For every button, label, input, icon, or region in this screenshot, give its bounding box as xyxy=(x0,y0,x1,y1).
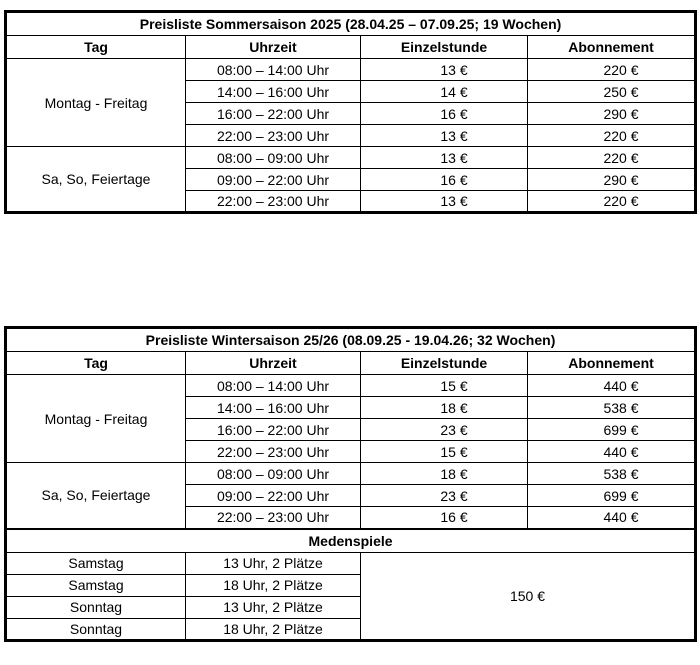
day-group-label: Sa, So, Feiertage xyxy=(6,147,186,213)
single-price-cell: 15 € xyxy=(361,375,528,397)
subscription-price-cell: 220 € xyxy=(528,125,696,147)
table-title: Preisliste Wintersaison 25/26 (08.09.25 - 19.04.26; 32 Wochen) xyxy=(6,328,696,352)
single-price-cell: 23 € xyxy=(361,419,528,441)
table-title: Preisliste Sommersaison 2025 (28.04.25 – 07.09.25; 19 Wochen) xyxy=(6,12,696,36)
subscription-price-cell: 699 € xyxy=(528,419,696,441)
time-cell: 09:00 – 22:00 Uhr xyxy=(186,485,361,507)
day-group-label: Sa, So, Feiertage xyxy=(6,463,186,529)
header-time: Uhrzeit xyxy=(186,36,361,59)
subscription-price-cell: 220 € xyxy=(528,147,696,169)
header-single: Einzelstunde xyxy=(361,352,528,375)
medenspiele-day: Sonntag xyxy=(6,618,186,640)
time-cell: 08:00 – 14:00 Uhr xyxy=(186,59,361,81)
table-row xyxy=(6,375,696,397)
subscription-price-cell: 538 € xyxy=(528,463,696,485)
single-price-cell: 18 € xyxy=(361,463,528,485)
medenspiele-title: Medenspiele xyxy=(6,529,696,553)
medenspiele-slot: 13 Uhr, 2 Plätze xyxy=(186,596,361,618)
table-row xyxy=(6,463,696,485)
time-cell: 09:00 – 22:00 Uhr xyxy=(186,169,361,191)
table-row xyxy=(6,552,696,574)
day-group-label: Montag - Freitag xyxy=(6,375,186,463)
time-cell: 14:00 – 16:00 Uhr xyxy=(186,81,361,103)
single-price-cell: 16 € xyxy=(361,169,528,191)
time-cell: 08:00 – 09:00 Uhr xyxy=(186,463,361,485)
subscription-price-cell: 538 € xyxy=(528,397,696,419)
time-cell: 16:00 – 22:00 Uhr xyxy=(186,103,361,125)
header-day: Tag xyxy=(6,36,186,59)
subscription-price-cell: 440 € xyxy=(528,375,696,397)
subscription-price-cell: 220 € xyxy=(528,191,696,213)
header-day: Tag xyxy=(6,352,186,375)
header-subscription: Abonnement xyxy=(528,352,696,375)
single-price-cell: 13 € xyxy=(361,147,528,169)
winter-price-table xyxy=(4,326,697,642)
medenspiele-slot: 18 Uhr, 2 Plätze xyxy=(186,574,361,596)
single-price-cell: 23 € xyxy=(361,485,528,507)
subscription-price-cell: 220 € xyxy=(528,59,696,81)
medenspiele-day: Samstag xyxy=(6,574,186,596)
subscription-price-cell: 250 € xyxy=(528,81,696,103)
day-group-label: Montag - Freitag xyxy=(6,59,186,147)
medenspiele-slot: 13 Uhr, 2 Plätze xyxy=(186,552,361,574)
subscription-price-cell: 290 € xyxy=(528,169,696,191)
time-cell: 22:00 – 23:00 Uhr xyxy=(186,441,361,463)
time-cell: 22:00 – 23:00 Uhr xyxy=(186,191,361,213)
medenspiele-day: Samstag xyxy=(6,552,186,574)
single-price-cell: 14 € xyxy=(361,81,528,103)
single-price-cell: 18 € xyxy=(361,397,528,419)
single-price-cell: 13 € xyxy=(361,59,528,81)
summer-price-table xyxy=(4,10,697,214)
time-cell: 08:00 – 14:00 Uhr xyxy=(186,375,361,397)
single-price-cell: 15 € xyxy=(361,441,528,463)
time-cell: 22:00 – 23:00 Uhr xyxy=(186,125,361,147)
single-price-cell: 16 € xyxy=(361,507,528,529)
time-cell: 14:00 – 16:00 Uhr xyxy=(186,397,361,419)
subscription-price-cell: 440 € xyxy=(528,507,696,529)
header-subscription: Abonnement xyxy=(528,36,696,59)
header-single: Einzelstunde xyxy=(361,36,528,59)
medenspiele-day: Sonntag xyxy=(6,596,186,618)
table-row xyxy=(6,147,696,169)
single-price-cell: 13 € xyxy=(361,125,528,147)
subscription-price-cell: 699 € xyxy=(528,485,696,507)
time-cell: 08:00 – 09:00 Uhr xyxy=(186,147,361,169)
subscription-price-cell: 290 € xyxy=(528,103,696,125)
time-cell: 16:00 – 22:00 Uhr xyxy=(186,419,361,441)
single-price-cell: 16 € xyxy=(361,103,528,125)
time-cell: 22:00 – 23:00 Uhr xyxy=(186,507,361,529)
subscription-price-cell: 440 € xyxy=(528,441,696,463)
table-row xyxy=(6,59,696,81)
single-price-cell: 13 € xyxy=(361,191,528,213)
medenspiele-price: 150 € xyxy=(361,552,696,640)
header-time: Uhrzeit xyxy=(186,352,361,375)
medenspiele-slot: 18 Uhr, 2 Plätze xyxy=(186,618,361,640)
